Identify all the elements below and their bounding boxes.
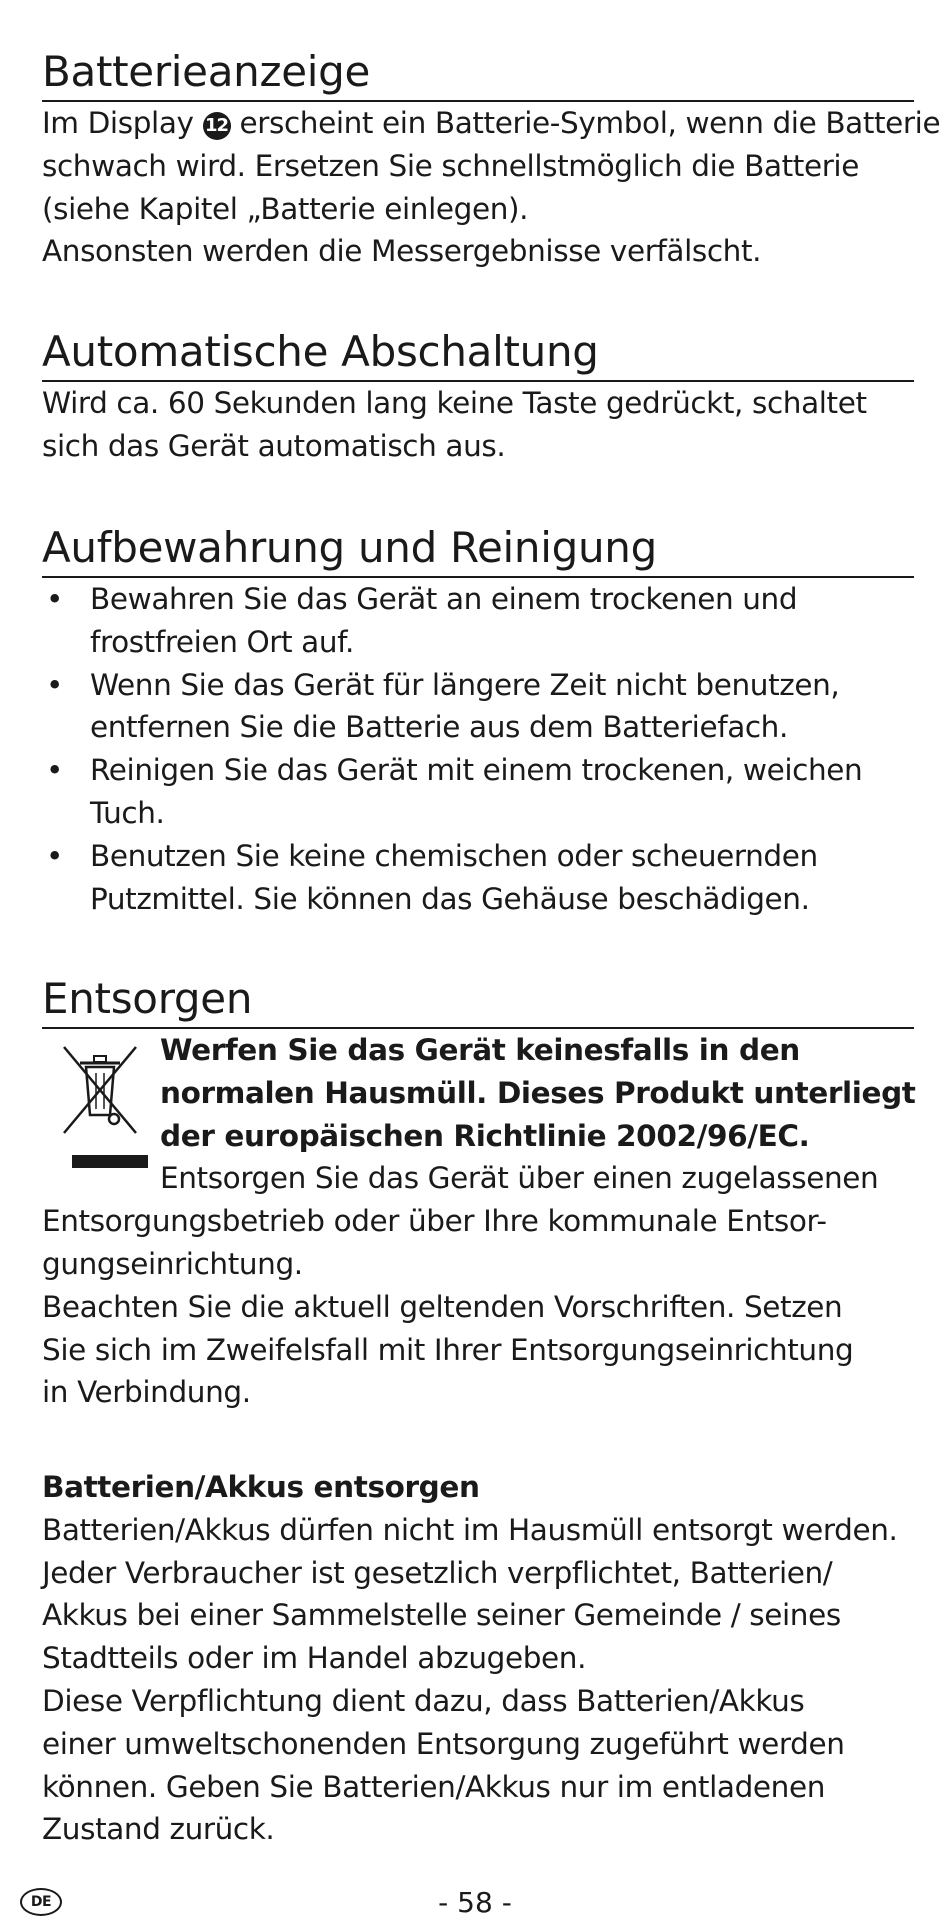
bullet-icon: • — [46, 838, 64, 873]
text-line: Im Display 12 erscheint ein Batterie-Symbol, wenn die Batterie — [42, 106, 941, 140]
reference-number-badge: 12 — [203, 112, 231, 140]
list-item: • Reinigen Sie das Gerät mit einem trockenen, weichen Tuch. — [42, 749, 914, 835]
section-disposal — [42, 973, 914, 1414]
paragraph — [42, 102, 941, 273]
page-number: - 58 - — [438, 1886, 512, 1919]
text-line: Wird ca. 60 Sekunden lang keine Taste gedrückt, schaltet — [42, 386, 867, 420]
disposal-warning: Werfen Sie das Gerät keinesfalls in den normalen Hausmüll. Dieses Produkt unterliegt der europäischen Richtlinie 2002/96/EC. — [160, 1033, 916, 1153]
list-item: • Benutzen Sie keine chemischen oder scheuernden Putzmittel. Sie können das Gehäuse beschädigen. — [42, 835, 914, 921]
section-title: Entsorgen — [42, 973, 914, 1029]
text-line: (siehe Kapitel „Batterie einlegen). — [42, 191, 529, 226]
text-line: schwach wird. Ersetzen Sie schnellstmöglich die Batterie — [42, 148, 859, 183]
section-batteries-disposal — [42, 1466, 914, 1851]
subsection-title: Batterien/Akkus entsorgen — [42, 1470, 480, 1504]
section-title: Aufbewahrung und Reinigung — [42, 522, 914, 578]
section-storage-cleaning — [42, 522, 914, 920]
list-item: • Wenn Sie das Gerät für längere Zeit nicht benutzen, entfernen Sie die Batterie aus dem Batteriefach. — [42, 664, 914, 750]
paragraph — [42, 382, 914, 468]
weee-crossed-bin-icon — [52, 1037, 148, 1177]
disposal-content — [42, 1029, 914, 1414]
bullet-icon: • — [46, 753, 64, 788]
language-badge: DE — [20, 1888, 62, 1916]
section-battery-indicator — [42, 46, 941, 273]
section-auto-off — [42, 326, 914, 468]
paragraph: Entsorgen Sie das Gerät über einen zugelassenen Entsorgungsbetrieb oder über Ihre kommunale Entsor- gungseinrichtung. Beachten Sie die aktuell geltenden Vorschriften. Setzen Sie sich im Zweifelsfall mit Ihrer Entsorgungseinrichtung in Verbindung. — [42, 1161, 879, 1410]
section-title: Automatische Abschaltung — [42, 326, 914, 382]
weee-symbol — [52, 1037, 148, 1177]
list-item: • Bewahren Sie das Gerät an einem trockenen und frostfreien Ort auf. — [42, 578, 914, 664]
section-title: Batterieanzeige — [42, 46, 914, 102]
paragraph: Batterien/Akkus dürfen nicht im Hausmüll entsorgt werden. Jeder Verbraucher ist gesetzlich verpflichtet, Batterien/ Akkus bei einer Sammelstelle seiner Gemeinde / seines Stadtteils oder im Handel abzugeben. Diese Verpflichtung dient dazu, dass Batterien/Akkus einer umweltschonenden Entsorgung zugeführt werden können. Geben Sie Batterien/Akkus nur im entladenen Zustand zurück. — [42, 1512, 898, 1847]
text-line: sich das Gerät automatisch aus. — [42, 428, 506, 463]
bullet-list — [42, 578, 914, 920]
bullet-icon: • — [46, 582, 64, 616]
text-line: Ansonsten werden die Messergebnisse verfälscht. — [42, 234, 762, 269]
bullet-icon: • — [46, 667, 64, 702]
